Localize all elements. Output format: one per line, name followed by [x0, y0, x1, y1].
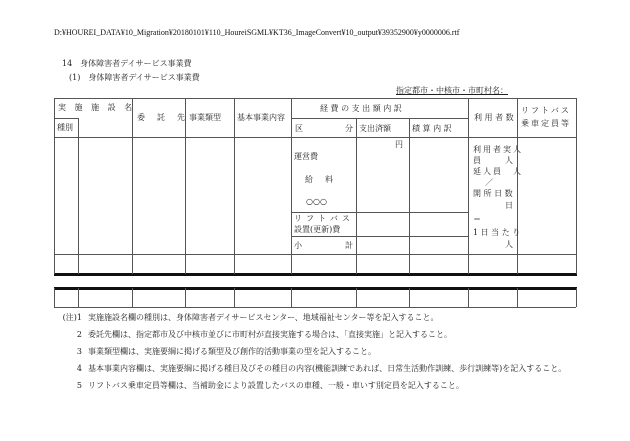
col-line — [291, 288, 292, 307]
note-text: 事業類型欄は、実施要綱に掲げる類型及び創作的活動事業の型を記入すること。 — [88, 347, 376, 356]
col-line — [468, 98, 469, 274]
header-users: 利 用 者 数 — [474, 113, 514, 122]
note-item — [54, 312, 438, 323]
col-line — [234, 288, 235, 307]
table-bottom-border — [54, 307, 576, 308]
section-heading: 14 身体障害者デイサービス事業費 — [62, 59, 192, 68]
users-line8: 1 日 当 た り — [473, 228, 521, 237]
users-line5: 開 所 日 数 — [473, 189, 513, 198]
col-line — [185, 288, 186, 307]
header-category: 種別 — [57, 123, 73, 132]
col-line — [132, 98, 133, 274]
note-item — [54, 363, 566, 374]
note-text: 基本事業内容欄は、実施要綱に掲げる種目及びその種目の内容(機能訓練であれば、日常生活動作訓練、歩行訓練等)を記入すること。 — [88, 364, 567, 373]
subtotal-row-line — [291, 236, 468, 237]
liftbus-cost-line2: 設置(更新)費 — [294, 225, 341, 234]
expense-split-line — [291, 118, 468, 119]
note-item — [54, 380, 464, 391]
placeholder-circles: ○○○ — [306, 197, 327, 206]
col-line — [517, 98, 518, 274]
col-line — [185, 98, 186, 274]
note-number: 2 — [76, 330, 82, 339]
note-item — [54, 346, 376, 357]
header-estimate: 積 算 内 訳 — [412, 124, 452, 133]
users-line7: ＝ — [473, 215, 481, 224]
header-division-left: 区 — [295, 124, 303, 133]
note-text: 委託先欄は、指定都市及び中核市並びに市町村が直接実施する場合は、「直接実施」と記入すること。 — [88, 330, 452, 339]
users-line2-left: 員 — [473, 156, 481, 165]
header-division-right: 分 — [345, 124, 353, 133]
col-line — [234, 98, 235, 274]
header-contractor: 委 託 先 — [137, 113, 187, 122]
users-line6: 日 — [505, 201, 513, 210]
header-liftbus-line1: リフトバス — [521, 106, 571, 115]
operating-cost-label: 運営費 — [294, 152, 318, 161]
header-expenditure: 支出済額 — [359, 124, 391, 133]
category-split-line — [54, 118, 78, 119]
col-line — [576, 98, 577, 274]
users-line2-right: 人 — [505, 156, 513, 165]
users-line9: 人 — [505, 240, 513, 249]
yen-unit: 円 — [395, 140, 403, 149]
col-line — [356, 288, 357, 307]
header-basic-content: 基本事業内容 — [237, 113, 285, 122]
salary-label: 給 料 — [305, 175, 335, 184]
subtotal-left: 小 — [294, 241, 302, 250]
col-line — [54, 98, 55, 274]
header-facility-name: 実 施 施 設 名 — [58, 103, 136, 112]
note-text: リフトバス乗車定員等欄は、当補助金により設置したバスの車種、一般・車いす別定員を記入すること。 — [88, 381, 464, 390]
header-liftbus-line2: 乗車定員等 — [521, 119, 571, 128]
note-number: 5 — [76, 381, 82, 390]
col-line — [409, 288, 410, 307]
col-line — [291, 98, 292, 274]
liftbus-cost-line1: リフトバス — [294, 214, 354, 223]
users-line4: ／ — [485, 178, 493, 187]
col-line — [54, 288, 55, 307]
col-line — [132, 288, 133, 307]
note-number: 4 — [76, 364, 82, 373]
users-line1: 利用者実人 — [473, 145, 523, 154]
file-path: D:¥HOUREI_DATA¥10_Migration¥20180101¥110_HoureiSGML¥KT36_ImageConvert¥10_output¥39352900¥y0000006.rtf — [54, 28, 460, 37]
header-business-type: 事業類型 — [189, 113, 221, 122]
col-line — [468, 288, 469, 307]
header-expense-breakdown: 経 費 の 支 出 額 内 訳 — [320, 104, 402, 113]
municipality-label: 指定都市・中核市・市町村名： — [396, 86, 508, 95]
col-line — [576, 288, 577, 307]
users-line3: 延人員 人 — [473, 167, 523, 176]
col-line — [78, 288, 79, 307]
note-text: 実施施設名欄の種別は、身体障害者デイサービスセンター、地域福祉センター等を記入すること。 — [88, 313, 439, 322]
note-number: (注)1 — [62, 313, 82, 322]
col-line — [517, 288, 518, 307]
col-line — [356, 118, 357, 274]
col-line — [409, 118, 410, 274]
note-item — [54, 329, 452, 340]
note-number: 3 — [76, 347, 82, 356]
subsection-heading: (1) 身体障害者デイサービス事業費 — [69, 73, 200, 82]
subtotal-right: 計 — [345, 241, 353, 250]
col-line — [78, 118, 79, 274]
